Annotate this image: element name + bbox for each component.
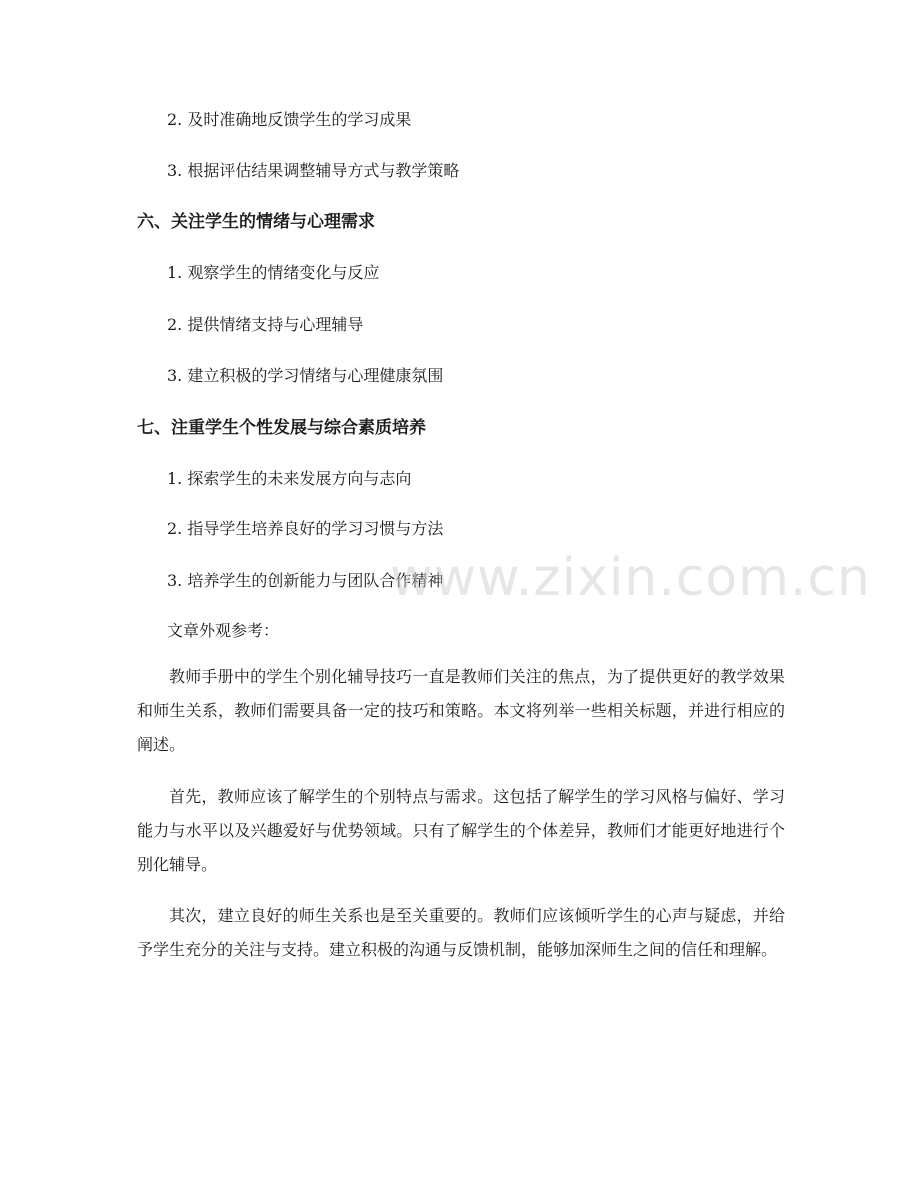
list-item: 2. 及时准确地反馈学生的学习成果	[167, 110, 412, 129]
body-paragraph: 首先，教师应该了解学生的个别特点与需求。这包括了解学生的学习风格与偏好、学习能力与水平以及兴趣爱好与优势领域。只有了解学生的个体差异，教师们才能更好地进行个别化辅导。	[137, 787, 785, 874]
list-item: 1. 观察学生的情绪变化与反应	[167, 263, 380, 282]
list-item: 2. 提供情绪支持与心理辅导	[167, 315, 364, 334]
body-paragraph: 其次，建立良好的师生关系也是至关重要的。教师们应该倾听学生的心声与疑虑，并给予学生充分的关注与支持。建立积极的沟通与反馈机制，能够加深师生之间的信任和理解。	[137, 906, 785, 959]
section-heading: 六、关注学生的情绪与心理需求	[137, 212, 375, 232]
article-label: 文章外观参考：	[167, 621, 280, 640]
list-item: 3. 根据评估结果调整辅导方式与教学策略	[167, 161, 460, 180]
list-item: 1. 探索学生的未来发展方向与志向	[167, 469, 412, 488]
list-item: 2. 指导学生培养良好的学习习惯与方法	[167, 519, 444, 538]
section-heading: 七、注重学生个性发展与综合素质培养	[137, 418, 426, 438]
body-paragraph: 教师手册中的学生个别化辅导技巧一直是教师们关注的焦点，为了提供更好的教学效果和师生关系，教师们需要具备一定的技巧和策略。本文将列举一些相关标题，并进行相应的阐述。	[137, 667, 785, 754]
list-item: 3. 建立积极的学习情绪与心理健康氛围	[167, 366, 444, 385]
list-item: 3. 培养学生的创新能力与团队合作精神	[167, 571, 444, 590]
watermark: www.zixin.com.cn	[390, 548, 871, 608]
